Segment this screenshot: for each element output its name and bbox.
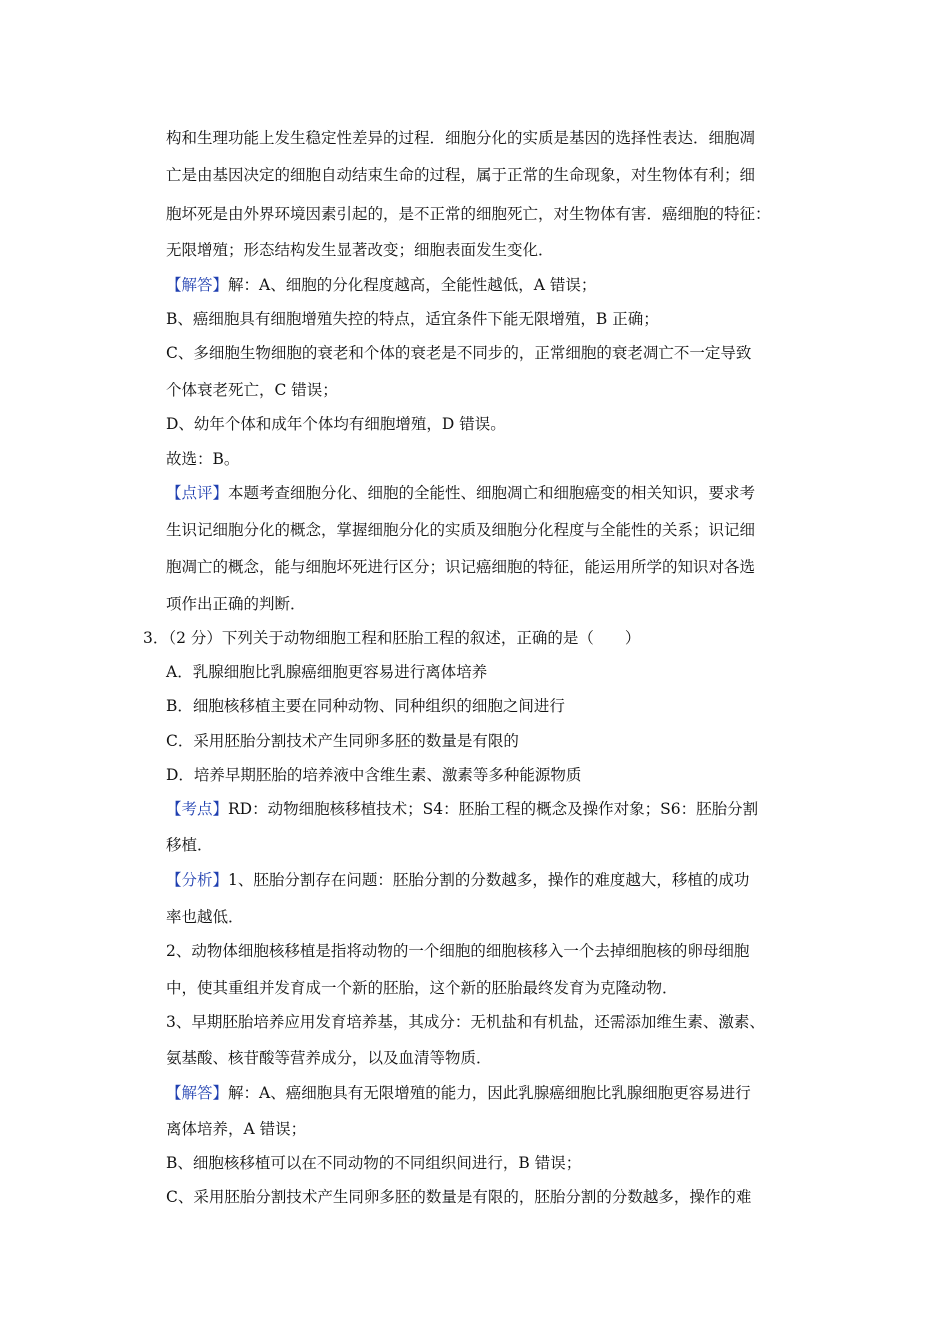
fenxi-text: 1、胚胎分割存在问题：胚胎分割的分数越多，操作的难度越大，移植的成功 (228, 871, 750, 889)
jieda-line: C、采用胚胎分割技术产生同卵多胚的数量是有限的，胚胎分割的分数越多，操作的难 (166, 1188, 752, 1206)
kaodian-tag: 【考点】 (166, 800, 229, 818)
fenxi-line: 2、动物体细胞核移植是指将动物的一个细胞的细胞核移入一个去掉细胞核的卵母细胞 (166, 942, 750, 960)
comment-line: 胞凋亡的概念，能与细胞坏死进行区分；识记癌细胞的特征，能运用所学的知识对各选 (166, 558, 756, 576)
analysis-line: 亡是由基因决定的细胞自动结束生命的过程，属于正常的生命现象，对生物体有利；细 (166, 166, 756, 184)
jieda-line: 离体培养，A 错误； (166, 1120, 307, 1138)
answer-text: 解：A、细胞的分化程度越高，全能性越低，A 错误； (228, 276, 597, 294)
jieda-line (166, 1083, 826, 1103)
kaodian-line: 移植． (166, 836, 213, 854)
question-stem: 3．（2 分）下列关于动物细胞工程和胚胎工程的叙述，正确的是（ ） (143, 629, 641, 647)
option-b: B．细胞核移植主要在同种动物、同种组织的细胞之间进行 (166, 697, 565, 715)
fenxi-line: 中，使其重组并发育成一个新的胚胎，这个新的胚胎最终发育为克隆动物． (166, 979, 678, 997)
analysis-line: 无限增殖；形态结构发生显著改变；细胞表面发生变化． (166, 241, 554, 259)
jieda-line: B、细胞核移植可以在不同动物的不同组织间进行，B 错误； (166, 1154, 582, 1172)
analysis-line: 构和生理功能上发生稳定性差异的过程．细胞分化的实质是基因的选择性表达．细胞凋 (166, 129, 756, 147)
fenxi-tag: 【分析】 (166, 871, 229, 889)
answer-line: D、幼年个体和成年个体均有细胞增殖，D 错误。 (166, 415, 506, 433)
fenxi-line: 3、早期胚胎培养应用发育培养基，其成分：无机盐和有机盐，还需添加维生素、激素、 (166, 1013, 765, 1031)
fenxi-line: 氨基酸、核苷酸等营养成分，以及血清等物质． (166, 1049, 492, 1067)
analysis-line: 胞坏死是由外界环境因素引起的，是不正常的细胞死亡，对生物体有害．癌细胞的特征： (166, 205, 771, 223)
comment-text: 本题考查细胞分化、细胞的全能性、细胞凋亡和细胞癌变的相关知识，要求考 (228, 484, 756, 502)
answer-line: 个体衰老死亡，C 错误； (166, 381, 338, 399)
jieda-text: 解：A、癌细胞具有无限增殖的能力，因此乳腺癌细胞比乳腺细胞更容易进行 (228, 1084, 751, 1102)
fenxi-line (166, 870, 826, 890)
option-a: A．乳腺细胞比乳腺癌细胞更容易进行离体培养 (166, 663, 488, 681)
kaodian-line (166, 799, 826, 819)
answer-tag: 【解答】 (166, 276, 229, 294)
answer-line: B、癌细胞具有细胞增殖失控的特点，适宜条件下能无限增殖，B 正确； (166, 310, 659, 328)
answer-choice-line: 故选：B。 (166, 450, 240, 468)
jieda-tag: 【解答】 (166, 1084, 229, 1102)
answer-line (166, 275, 826, 295)
option-d: D．培养早期胚胎的培养液中含维生素、激素等多种能源物质 (166, 766, 582, 784)
answer-line: C、多细胞生物细胞的衰老和个体的衰老是不同步的，正常细胞的衰老凋亡不一定导致 (166, 344, 752, 362)
comment-line (166, 483, 826, 503)
fenxi-line: 率也越低． (166, 908, 244, 926)
comment-tag: 【点评】 (166, 484, 229, 502)
comment-line: 项作出正确的判断． (166, 595, 306, 613)
option-c: C．采用胚胎分割技术产生同卵多胚的数量是有限的 (166, 732, 519, 750)
comment-line: 生识记细胞分化的概念，掌握细胞分化的实质及细胞分化程度与全能性的关系；识记细 (166, 521, 756, 539)
kaodian-text: RD：动物细胞核移植技术；S4：胚胎工程的概念及操作对象；S6：胚胎分割 (228, 800, 759, 818)
